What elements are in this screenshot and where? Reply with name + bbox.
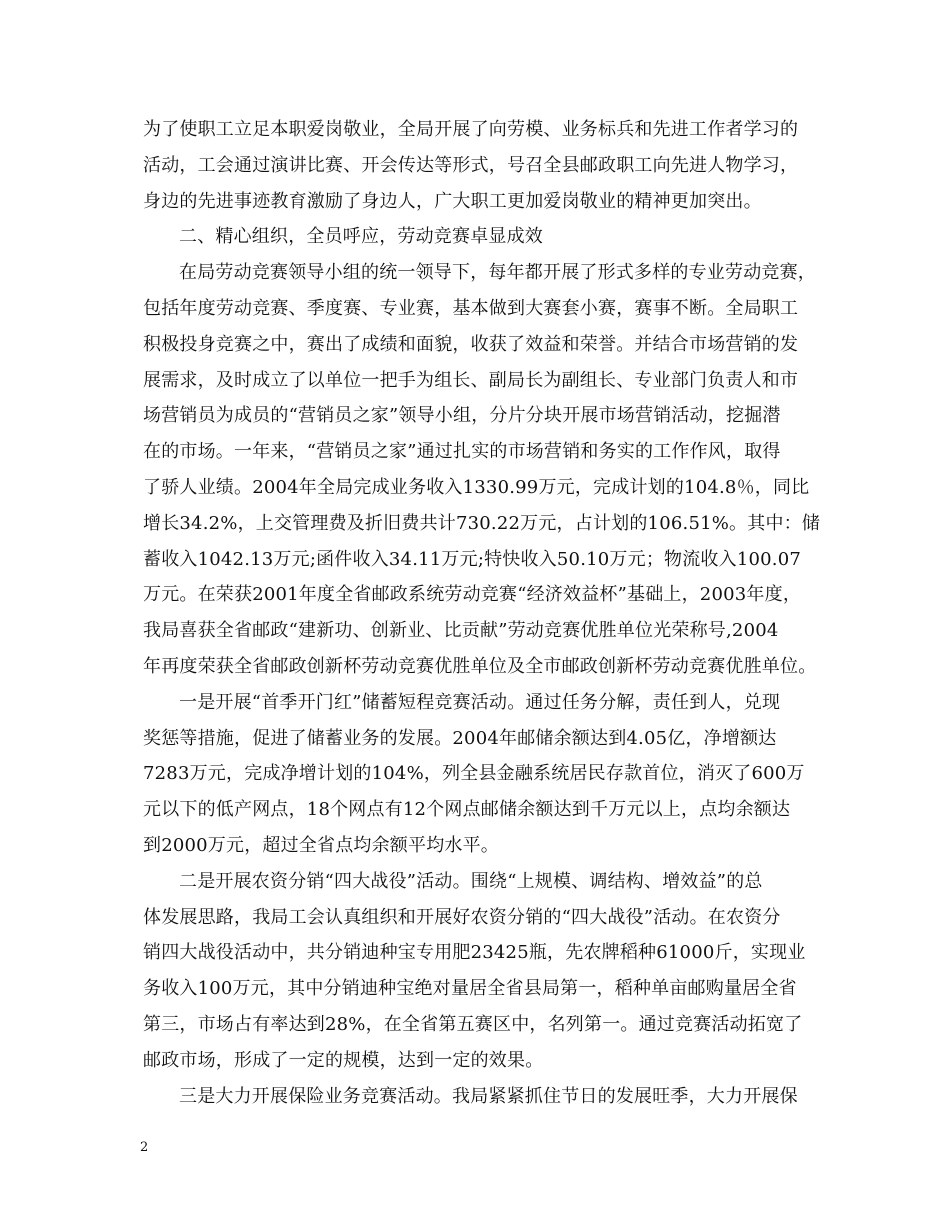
text-line: 身边的先进事迹教育激励了身边人，广大职工更加爱岗敬业的精神更加突出。 xyxy=(143,190,762,212)
section-heading: 二、精心组织，全员呼应，劳动竞赛卓显成效 xyxy=(179,226,543,248)
text-line: 元以下的低产网点，18个网点有12个网点邮储余额达到千万元以上，点均余额达 xyxy=(143,799,791,821)
text-line: 我局喜获全省邮政“建新功、创新业、比贡献”劳动竞赛优胜单位光荣称号,2004 xyxy=(143,620,779,642)
text-line: 包括年度劳动竞赛、季度赛、专业赛，基本做到大赛套小赛，赛事不断。全局职工 xyxy=(143,297,799,319)
text-line: 展需求，及时成立了以单位一把手为组长、副局长为副组长、专业部门负责人和市 xyxy=(143,369,799,391)
text-line: 蓄收入1042.13万元;函件收入34.11万元;特快收入50.10万元；物流收入100.07 xyxy=(143,548,802,570)
document-body xyxy=(143,112,823,1114)
text-line: 了骄人业绩。2004年全局完成业务收入1330.99万元，完成计划的104.8％，同比 xyxy=(143,476,810,498)
text-line: 在的市场。一年来，“营销员之家”通过扎实的市场营销和务实的工作作风，取得 xyxy=(143,441,781,463)
text-line: 在局劳动竞赛领导小组的统一领导下，每年都开展了形式多样的专业劳动竞赛， xyxy=(179,262,816,284)
text-line: 年再度荣获全省邮政创新杯劳动竞赛优胜单位及全市邮政创新杯劳动竞赛优胜单位。 xyxy=(143,655,817,677)
text-line: 二是开展农资分销“四大战役”活动。围绕“上规模、调结构、增效益”的总 xyxy=(179,870,763,892)
text-line: 万元。在荣获2001年度全省邮政系统劳动竞赛“经济效益杯”基础上，2003年度， xyxy=(143,584,802,606)
text-line: 一是开展“首季开门红”储蓄短程竞赛活动。通过任务分解，责任到人，兑现 xyxy=(179,691,781,713)
page-number: 2 xyxy=(140,1140,149,1155)
text-line: 7283万元，完成净增计划的104%，列全县金融系统居民存款首位，消灭了600万 xyxy=(143,763,805,785)
text-line: 邮政市场，形成了一定的规模，达到一定的效果。 xyxy=(143,1049,544,1071)
text-line: 增长34.2%，上交管理费及折旧费共计730.22万元，占计划的106.51%。其中：储 xyxy=(143,512,821,534)
text-line: 活动，工会通过演讲比赛、开会传达等形式，号召全县邮政职工向先进人物学习， xyxy=(143,154,799,176)
text-line: 务收入100万元，其中分销迪种宝绝对量居全省县局第一，稻种单亩邮购量居全省 xyxy=(143,978,797,1000)
text-line: 体发展思路，我局工会认真组织和开展好农资分销的“四大战役”活动。在农资分 xyxy=(143,906,781,928)
text-line: 到2000万元，超过全省点均余额平均水平。 xyxy=(143,834,500,856)
text-line: 奖惩等措施，促进了储蓄业务的发展。2004年邮储余额达到4.05亿，净增额达 xyxy=(143,727,777,749)
text-line: 场营销员为成员的“营销员之家”领导小组，分片分块开展市场营销活动，挖掘潜 xyxy=(143,405,781,427)
text-line: 为了使职工立足本职爱岗敬业，全局开展了向劳模、业务标兵和先进工作者学习的 xyxy=(143,119,799,140)
text-line: 三是大力开展保险业务竞赛活动。我局紧紧抓住节日的发展旺季，大力开展保 xyxy=(179,1085,798,1107)
text-line: 积极投身竞赛之中，赛出了成绩和面貌，收获了效益和荣誉。并结合市场营销的发 xyxy=(143,333,799,355)
text-line: 销四大战役活动中，共分销迪种宝专用肥23425瓶，先农牌稻种61000斤，实现业 xyxy=(143,942,806,964)
text-line: 第三，市场占有率达到28%，在全省第五赛区中，名列第一。通过竞赛活动拓宽了 xyxy=(143,1013,803,1035)
